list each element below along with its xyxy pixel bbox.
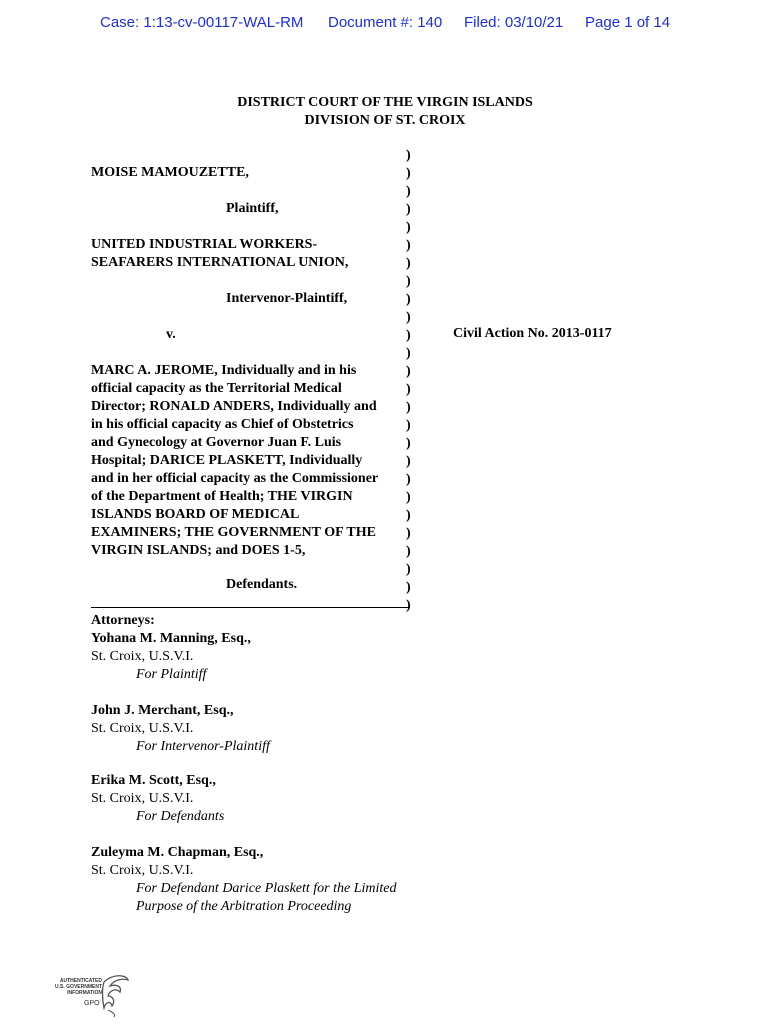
intervenor-name-line2: SEAFARERS INTERNATIONAL UNION, [91,255,349,270]
attorney-name: John J. Merchant, Esq., [91,703,234,718]
attorney-location: St. Croix, U.S.V.I. [91,721,194,736]
eagle-icon [102,974,130,1018]
defendants-line: in his official capacity as Chief of Obstetrics [91,417,354,432]
caption-paren: ) [406,580,411,595]
caption-paren: ) [406,256,411,271]
defendants-line: official capacity as the Territorial Medical [91,381,342,396]
defendants-line: Director; RONALD ANDERS, Individually and [91,399,377,414]
filed-date: Filed: 03/10/21 [464,14,564,31]
caption-paren: ) [406,454,411,469]
case-number: Case: 1:13-cv-00117-WAL-RM [100,14,304,31]
defendants-role: Defendants. [226,577,298,592]
attorney-location: St. Croix, U.S.V.I. [91,649,194,664]
caption-paren: ) [406,184,411,199]
civil-action-number: Civil Action No. 2013-0117 [453,326,612,341]
defendants-line: and in her official capacity as the Commissioner [91,471,379,486]
page-indicator: Page 1 of 14 [585,14,671,31]
defendants-line: EXAMINERS; THE GOVERNMENT OF THE [91,525,376,540]
court-name: DISTRICT COURT OF THE VIRGIN ISLANDS [237,95,533,110]
plaintiff-name: MOISE MAMOUZETTE, [91,165,249,180]
caption-paren: ) [406,238,411,253]
caption-paren: ) [406,346,411,361]
attorney-block [91,612,251,684]
caption-paren: ) [406,364,411,379]
intervenor-role: Intervenor-Plaintiff, [226,291,348,306]
caption-paren: ) [406,598,411,613]
caption-paren: ) [406,544,411,559]
caption-paren: ) [406,436,411,451]
caption-paren: ) [406,220,411,235]
caption-paren: ) [406,292,411,307]
attorney-role: For Plaintiff [136,667,207,682]
caption-paren: ) [406,490,411,505]
attorney-name: Yohana M. Manning, Esq., [91,631,251,646]
caption-paren: ) [406,148,411,163]
defendants-line: ISLANDS BOARD OF MEDICAL [91,507,300,522]
caption-rule [91,607,410,608]
attorney-name: Zuleyma M. Chapman, Esq., [91,845,264,860]
attorney-role: For Defendants [136,809,225,824]
attorney-role: For Intervenor-Plaintiff [136,739,270,754]
document-number: Document #: 140 [328,14,443,31]
attorney-role-continued: Purpose of the Arbitration Proceeding [136,899,352,914]
court-heading [0,94,770,130]
defendants-line: MARC A. JEROME, Individually and in his [91,363,357,378]
logo-text: AUTHENTICATED U.S. GOVERNMENT INFORMATION [55,978,102,996]
caption-paren: ) [406,508,411,523]
caption-paren: ) [406,328,411,343]
attorney-name: Erika M. Scott, Esq., [91,773,216,788]
attorney-block [91,702,270,756]
caption-paren: ) [406,274,411,289]
attorney-block [91,844,397,916]
attorneys-heading: Attorneys: [91,613,155,628]
gpo-authentication-logo [44,974,134,1018]
court-division: DIVISION OF ST. CROIX [304,113,466,128]
caption-paren: ) [406,526,411,541]
caption-paren: ) [406,400,411,415]
caption-paren: ) [406,310,411,325]
intervenor-name-line1: UNITED INDUSTRIAL WORKERS- [91,237,318,252]
gpo-label: GPO [84,1000,100,1007]
defendants-line: VIRGIN ISLANDS; and DOES 1-5, [91,543,306,558]
caption-paren: ) [406,562,411,577]
defendants-line: Hospital; DARICE PLASKETT, Individually [91,453,363,468]
caption-paren: ) [406,166,411,181]
attorney-role: For Defendant Darice Plaskett for the Limited [136,881,397,896]
caption-paren: ) [406,472,411,487]
defendants-line: of the Department of Health; THE VIRGIN [91,489,353,504]
caption-paren: ) [406,382,411,397]
attorney-location: St. Croix, U.S.V.I. [91,863,194,878]
caption-paren: ) [406,202,411,217]
caption-parentheses [406,147,418,615]
attorney-location: St. Croix, U.S.V.I. [91,791,194,806]
plaintiff-role: Plaintiff, [226,201,279,216]
versus: v. [166,327,176,342]
attorney-block [91,772,224,826]
caption-paren: ) [406,418,411,433]
defendants-line: and Gynecology at Governor Juan F. Luis [91,435,342,450]
